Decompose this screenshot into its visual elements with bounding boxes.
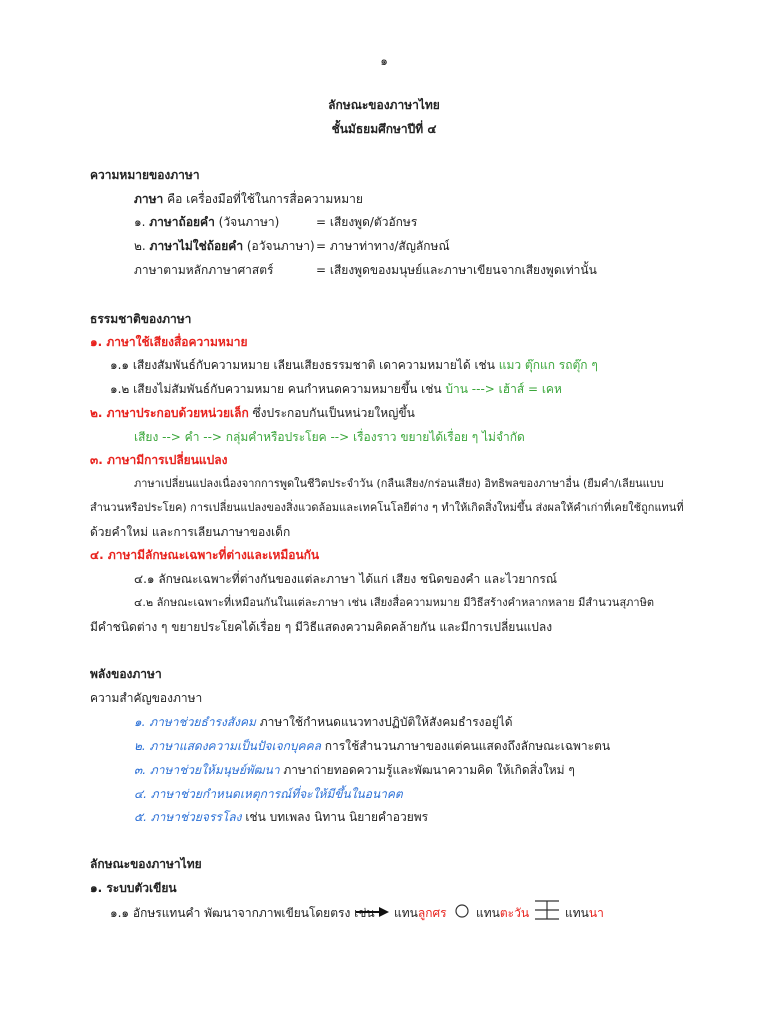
linguistics-label: ภาษาตามหลักภาษาศาสตร์: [134, 263, 274, 277]
nonverbal-term: ภาษาไม่ใช่ถ้อยคำ: [149, 239, 244, 253]
symbol-2-caption: [476, 905, 529, 921]
row-number: ๑.: [134, 215, 150, 229]
point-4-heading: ๔. ภาษามีลักษณะเฉพาะที่ต่างและเหมือนกัน: [90, 548, 320, 562]
symbol-3-prefix: แทน: [565, 906, 589, 920]
symbol-3-word: นา: [588, 906, 604, 920]
symbol-2-word: ตะวัน: [499, 906, 530, 920]
definition-term: ภาษา: [134, 192, 164, 206]
arrow-right-icon: [355, 904, 391, 920]
point-4-2-line-2: มีคำชนิดต่าง ๆ ขยายประโยคได้เรื่อย ๆ มีวิธีแสดงความคิดคล้ายกัน และมีการเปลี่ยนแปลง: [90, 620, 553, 634]
point-2-line: [90, 405, 415, 421]
page-subtitle: ชั้นมัธยมศึกษาปีที่ ๔: [331, 122, 437, 136]
symbol-2-prefix: แทน: [476, 906, 500, 920]
point-4-1: ๔.๑ ลักษณะเฉพาะที่ต่างกันของแต่ละภาษา ได้แก่ เสียง ชนิดของคำ และไวยากรณ์: [134, 572, 557, 586]
nonverbal-language-row: [134, 238, 315, 254]
linguistics-equals: = เสียงพูดของมนุษย์และภาษาเขียนจากเสียงพูดเท่านั้น: [316, 263, 597, 277]
writing-system-subheading: ๑. ระบบตัวเขียน: [90, 881, 177, 895]
importance-item-1: [134, 714, 513, 730]
definition-line: [134, 191, 363, 207]
importance-item-3: [134, 762, 575, 778]
verbal-term: ภาษาถ้อยคำ: [149, 215, 215, 229]
importance-subheading: ความสำคัญของภาษา: [90, 691, 203, 705]
importance-item-1-text: ภาษาใช้กำหนดแนวทางปฏิบัติให้สังคมธำรงอยู่ได้: [255, 715, 513, 729]
importance-item-3-text: ภาษาถ่ายทอดความรู้และพัฒนาความคิด ให้เกิดสิ่งใหม่ ๆ: [279, 763, 575, 777]
point-4-2-line-1: ๔.๒ ลักษณะเฉพาะที่เหมือนกันในแต่ละภาษา เช่น เสียงสื่อความหมาย มีวิธีสร้างคำหลากหลาย มีสำนวนสุภาษิต: [134, 596, 654, 609]
nonverbal-paren: (อวัจนภาษา): [243, 239, 315, 253]
importance-item-5-title: ๕. ภาษาช่วยจรรโลง: [134, 810, 242, 824]
nonverbal-equals: = ภาษาท่าทาง/สัญลักษณ์: [316, 239, 450, 253]
importance-item-1-title: ๑. ภาษาช่วยธำรงสังคม: [134, 715, 256, 729]
section-heading-nature: ธรรมชาติของภาษา: [90, 312, 192, 326]
point-3-heading: ๓. ภาษามีการเปลี่ยนแปลง: [90, 453, 228, 467]
point-1-2-text: ๑.๒ เสียงไม่สัมพันธ์กับความหมาย คนกำหนดความหมายขึ้น เช่น: [110, 382, 446, 396]
importance-item-4: ๔. ภาษาช่วยกำหนดเหตุการณ์ที่จะให้มีขึ้นในอนาคต: [134, 787, 403, 801]
point-3-line-2: สำนวนหรือประโยค) การเปลี่ยนแปลงของสิ่งแวดล้อมและเทคโนโลยีต่าง ๆ ทำให้เกิดสิ่งใหม่ขึ้น ส่งผลให้คำเก่าที่เคยใช้ถูกแทนที่: [90, 501, 684, 514]
point-1-2: [110, 381, 562, 397]
definition-text: คือ เครื่องมือที่ใช้ในการสื่อความหมาย: [163, 192, 363, 206]
field-grid-icon: [534, 899, 560, 921]
section-heading-thai: ลักษณะของภาษาไทย: [90, 857, 202, 871]
importance-item-5-text: เช่น บทเพลง นิทาน นิยายคำอวยพร: [241, 810, 429, 824]
symbol-1-word: ลูกศร: [417, 906, 447, 920]
verbal-equals: = เสียงพูด/ตัวอักษร: [316, 215, 418, 229]
verbal-paren: (วัจนภาษา): [214, 215, 280, 229]
importance-item-3-title: ๓. ภาษาช่วยให้มนุษย์พัฒนา: [134, 763, 280, 777]
symbol-1-prefix: แทน: [394, 906, 418, 920]
section-heading-power: พลังของภาษา: [90, 667, 162, 681]
importance-item-5: [134, 809, 428, 825]
section-heading-meaning: ความหมายของภาษา: [90, 168, 200, 182]
point-2-heading: ๒. ภาษาประกอบด้วยหน่วยเล็ก: [90, 406, 249, 420]
importance-item-2: [134, 738, 610, 754]
point-1-heading: ๑. ภาษาใช้เสียงสื่อความหมาย: [90, 335, 248, 349]
point-1-2-example: บ้าน ---> เฮ้าส์ = เคห: [445, 382, 562, 396]
row-number: ๒.: [134, 239, 150, 253]
point-1-1-example: แมว ตุ๊กแก รถตุ๊ก ๆ: [498, 358, 598, 372]
ideogram-line-text: ๑.๑ อักษรแทนคำ พัฒนาจากภาพเขียนโดยตรง เช่น: [110, 906, 375, 920]
symbol-3-caption: [565, 905, 604, 921]
point-1-1: [110, 357, 598, 373]
point-3-line-1: ภาษาเปลี่ยนแปลงเนื่องจากการพูดในชีวิตประจำวัน (กลืนเสียง/กร่อนเสียง) อิทธิพลของภาษาอื่น (ยืมคำ/เลียนแบบ: [134, 477, 664, 490]
point-1-1-text: ๑.๑ เสียงสัมพันธ์กับความหมาย เลียนเสียงธรรมชาติ เดาความหมายได้ เช่น: [110, 358, 499, 372]
verbal-language-row: [134, 214, 279, 230]
symbol-1-caption: [394, 905, 447, 921]
page-title: ลักษณะของภาษาไทย: [328, 98, 440, 112]
circle-sun-icon: [454, 903, 470, 919]
point-3-line-3: ด้วยคำใหม่ และการเลียนภาษาของเด็ก: [90, 525, 291, 539]
point-2-rest: ซึ่งประกอบกันเป็นหน่วยใหญ่ขึ้น: [248, 406, 415, 420]
point-2-example: เสียง --> คำ --> กลุ่มคำหรือประโยค --> เรื่องราว ขยายได้เรื่อย ๆ ไม่จำกัด: [134, 430, 525, 444]
importance-item-2-title: ๒. ภาษาแสดงความเป็นปัจเจกบุคคล: [134, 739, 321, 753]
page-number: ๑: [380, 54, 388, 68]
importance-item-2-text: การใช้สำนวนภาษาของแต่คนแสดงถึงลักษณะเฉพาะตน: [320, 739, 611, 753]
